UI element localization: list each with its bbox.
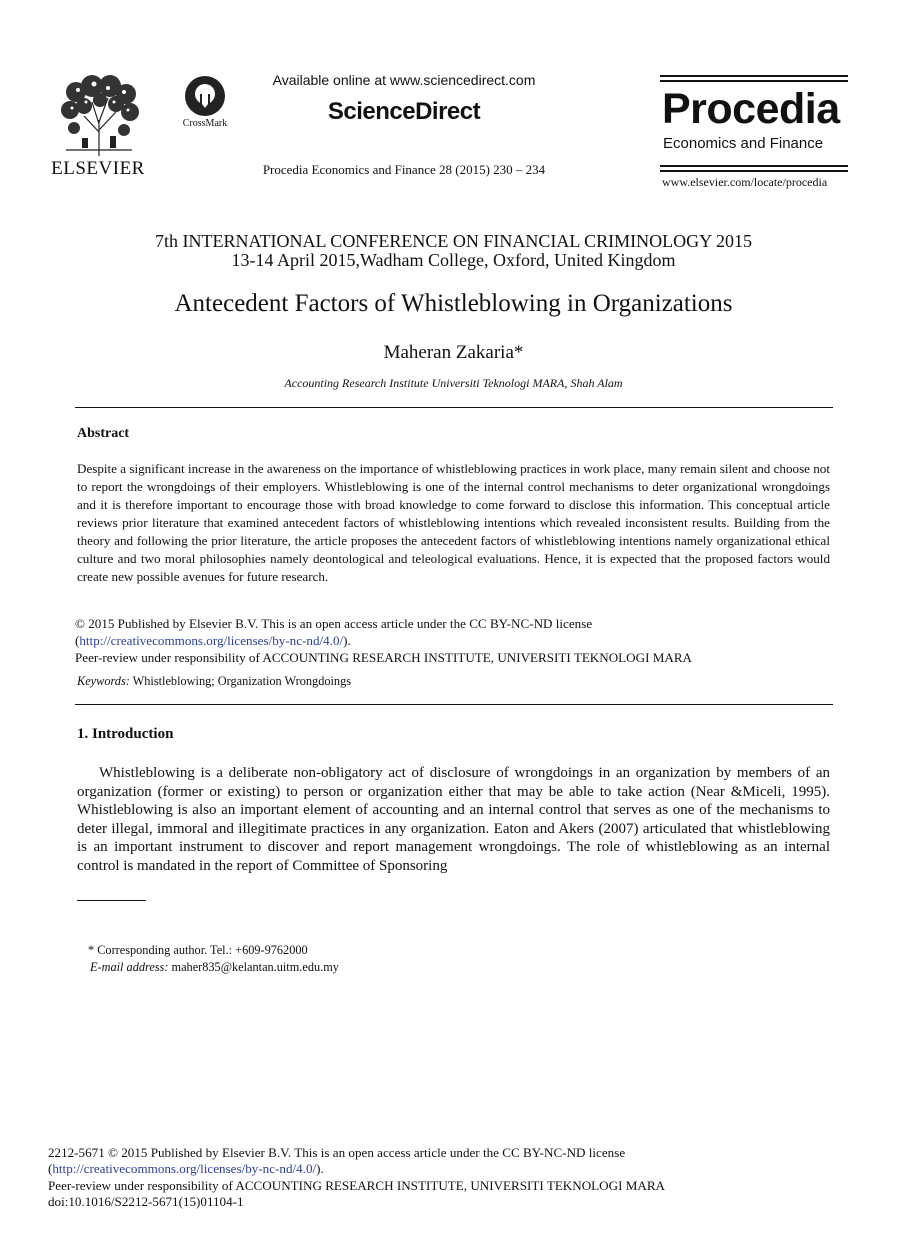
conference-name: 7th INTERNATIONAL CONFERENCE ON FINANCIAL CRIMINOLOGY 2015 — [155, 231, 752, 251]
bottom-paren-close: ). — [316, 1161, 324, 1177]
introduction-heading: 1. Introduction — [77, 726, 174, 742]
bottom-license-line — [48, 1161, 665, 1177]
masthead-rule-top-2 — [660, 80, 848, 82]
bottom-license-link[interactable]: http://creativecommons.org/licenses/by-nc-nd/4.0/ — [52, 1161, 317, 1177]
procedia-title: Procedia — [662, 85, 840, 133]
footnote — [88, 942, 339, 976]
publisher-name: ELSEVIER — [51, 158, 145, 179]
paper-title: Antecedent Factors of Whistleblowing in Organizations — [174, 290, 733, 317]
available-online-text[interactable]: Available online at www.sciencedirect.com — [272, 72, 536, 88]
keywords-values: Whistleblowing; Organization Wrongdoings — [129, 674, 351, 688]
elsevier-logo — [50, 72, 146, 180]
elsevier-tree-icon — [56, 72, 142, 156]
peer-review-line: Peer-review under responsibility of ACCOUNTING RESEARCH INSTITUTE, UNIVERSITI TEKNOLOGI MARA — [75, 650, 693, 665]
author-name: Maheran Zakaria* — [383, 342, 524, 363]
masthead-rule-bottom — [660, 165, 848, 167]
abstract-body: Despite a significant increase in the awareness on the importance of whistleblowing practices in work place, many remain silent and choose not to report the wrongdoings of their employers. Whistleblowing is one of the internal control mechanisms to deter organizational wrongdoings and it is therefore important to encourage those with broad knowledge to come forward to disclose this information. This conceptual article reviews prior literature that examined antecedent factors of whistleblowing intentions which revealed inconsistent results. Building from the theory and following the prior literature, the article proposes the antecedent factors of whistleblowing intentions namely organizational ethical culture and two moral philosophies namely deontological and teleological evaluations. Hence, it is expected that the proposed factors would create new possible avenues for future research. — [77, 461, 830, 584]
copyright-notice — [75, 615, 835, 666]
masthead-rule-top — [660, 75, 848, 77]
journal-reference: Procedia Economics and Finance 28 (2015) 230 – 234 — [262, 162, 546, 177]
license-link[interactable]: http://creativecommons.org/licenses/by-nc-nd/4.0/ — [79, 633, 344, 648]
masthead-rule-bottom-2 — [660, 170, 848, 172]
introduction-body: Whistleblowing is a deliberate non-obligatory act of disclosure of wrongdoings in an organization by members of an organization (former or existing) to person or organization either that may be able to take action (Near &Miceli, 1995). Whistleblowing is also an important element of accounting and an internal control that serves as one of the mechanisms to deter illegal, immoral and illegitimate practices in any organization. Eaton and Akers (2007) articulated that whistleblowing is an important instrument to discover and report management wrongdoings. The role of whistleblowing as an internal control is mandated in the report of Committee of Sponsoring — [77, 765, 830, 874]
doi[interactable]: doi:10.1016/S2212-5671(15)01104-1 — [48, 1194, 244, 1210]
author-affiliation: Accounting Research Institute Universiti Teknologi MARA, Shah Alam — [284, 376, 623, 390]
crossmark-label: CrossMark — [182, 118, 228, 129]
divider-bottom — [75, 704, 833, 705]
keywords-label: Keywords: — [77, 674, 130, 688]
conference-date-venue: 13-14 April 2015,Wadham College, Oxford, United Kingdom — [231, 250, 676, 270]
email-address[interactable]: maher835@kelantan.uitm.edu.my — [168, 960, 339, 974]
bottom-paren-open: ( — [48, 1161, 53, 1177]
paren-close: ). — [343, 633, 351, 648]
abstract-heading: Abstract — [77, 426, 130, 441]
paren-open: ( — [75, 633, 80, 648]
procedia-subtitle: Economics and Finance — [663, 135, 824, 152]
procedia-url-link[interactable]: www.elsevier.com/locate/procedia — [662, 175, 828, 189]
divider-top — [75, 407, 833, 408]
footnote-rule — [77, 900, 146, 901]
sciencedirect-brand[interactable]: ScienceDirect — [327, 98, 481, 125]
bottom-peer-review: Peer-review under responsibility of ACCOUNTING RESEARCH INSTITUTE, UNIVERSITI TEKNOLOGI MARA — [48, 1177, 666, 1193]
issn-copyright-line: 2212-5671 © 2015 Published by Elsevier B.V. This is an open access article under the CC BY-NC-ND license — [48, 1145, 626, 1160]
license-line — [75, 632, 835, 649]
email-line — [88, 959, 339, 976]
keywords-line — [77, 674, 351, 689]
email-label: E-mail address: — [90, 960, 169, 974]
procedia-masthead — [660, 75, 850, 193]
copyright-line: © 2015 Published by Elsevier B.V. This is an open access article under the CC BY-NC-ND license — [75, 616, 593, 631]
corresponding-author: * Corresponding author. Tel.: +609-9762000 — [88, 943, 308, 957]
bottom-notice — [48, 1145, 665, 1211]
